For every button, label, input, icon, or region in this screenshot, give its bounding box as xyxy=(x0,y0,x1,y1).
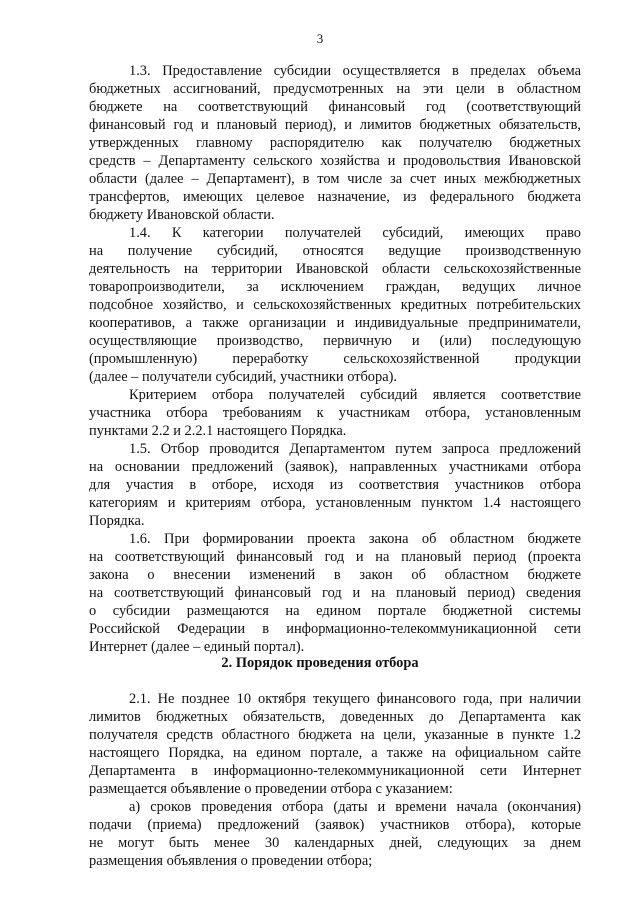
text-line: (далее – получатели субсидий, участники отбора). xyxy=(89,369,397,385)
text-line: области (далее – Департамент), в том числе за счет иных межбюджетных xyxy=(89,171,581,187)
text-line: Интернет (далее – единый портал). xyxy=(89,639,305,655)
text-line: Порядка. xyxy=(89,513,145,529)
text-line: не могут быть менее 30 календарных дней, следующих за днем xyxy=(89,835,581,851)
text-line: 1.5. Отбор проводится Департаментом путем запроса предложений xyxy=(129,441,581,457)
text-line: бюджетных ассигнований, предусмотренных на эти цели в областном xyxy=(89,81,581,97)
text-line: размещается объявление о проведении отбора с указанием: xyxy=(89,781,453,797)
text-line: пунктами 2.2 и 2.2.1 настоящего Порядка. xyxy=(89,423,347,439)
text-line: финансовый год и плановый период), и лимитов бюджетных обязательств, xyxy=(89,117,581,133)
text-line: товаропроизводители, за исключением граждан, ведущих личное xyxy=(89,279,581,295)
text-line: на соответствующий финансовый год и на плановый период (проекта xyxy=(89,549,581,565)
text-line: кооперативов, а также организации и индивидуальные предприниматели, xyxy=(89,315,581,331)
text-line: настоящего Порядка, на едином портале, а также на официальном сайте xyxy=(89,745,581,761)
text-line: Критерием отбора получателей субсидий является соответствие xyxy=(129,387,581,403)
text-line: подачи (приема) предложений (заявок) участников отбора), которые xyxy=(89,817,581,833)
text-line: утвержденных главному распорядителю как получателю бюджетных xyxy=(89,135,581,151)
text-line: 2.1. Не позднее 10 октября текущего финансового года, при наличии xyxy=(129,691,581,707)
text-line: Российской Федерации в информационно-телекоммуникационной сети xyxy=(89,621,581,637)
text-line: закона о внесении изменений в закон об областном бюджете xyxy=(89,567,581,583)
text-line: на получение субсидий, относятся ведущие производственную xyxy=(89,243,581,259)
text-line: лимитов бюджетных обязательств, доведенных до Департамента как xyxy=(89,709,581,725)
text-line: Департамента в информационно-телекоммуникационной сети Интернет xyxy=(89,763,581,779)
text-line: подсобное хозяйство, и сельскохозяйственных кредитных потребительских xyxy=(89,297,581,313)
section-heading: 2. Порядок проведения отбора xyxy=(221,655,419,671)
text-line: на основании предложений (заявок), направленных участниками отбора xyxy=(89,459,581,475)
text-line: а) сроков проведения отбора (даты и времени начала (окончания) xyxy=(129,799,581,815)
text-line: на соответствующий финансовый год и на плановый период) сведения xyxy=(89,585,581,601)
text-line: 1.4. К категории получателей субсидий, имеющих право xyxy=(129,225,581,241)
text-line: о субсидии размещаются на едином портале бюджетной системы xyxy=(89,603,581,619)
page-number: 3 xyxy=(316,31,324,46)
text-line: трансфертов, имеющих целевое назначение, из федерального бюджета xyxy=(89,189,581,205)
text-line: деятельность на территории Ивановской области сельскохозяйственные xyxy=(89,261,581,277)
text-line: для участия в отборе, исходя из соответствия участников отбора xyxy=(89,477,581,493)
text-line: бюджете на соответствующий финансовый год (соответствующий xyxy=(89,99,581,115)
text-line: (промышленную) переработку сельскохозяйственной продукции xyxy=(89,351,581,367)
text-line: бюджету Ивановской области. xyxy=(89,207,275,223)
text-line: размещения объявления о проведении отбора; xyxy=(89,853,373,869)
text-line: категориям и критериям отбора, установленным пунктом 1.4 настоящего xyxy=(89,495,581,511)
text-line: 1.6. При формировании проекта закона об областном бюджете xyxy=(129,531,581,547)
text-line: средств – Департаменту сельского хозяйства и продовольствия Ивановской xyxy=(89,153,581,169)
text-line: осуществляющие производство, первичную и (или) последующую xyxy=(89,333,581,349)
text-line: участника отбора требованиям к участникам отбора, установленным xyxy=(89,405,581,421)
text-line: получателя средств областного бюджета на цели, указанные в пункте 1.2 xyxy=(89,727,581,743)
text-line: 1.3. Предоставление субсидии осуществляется в пределах объема xyxy=(129,63,581,79)
